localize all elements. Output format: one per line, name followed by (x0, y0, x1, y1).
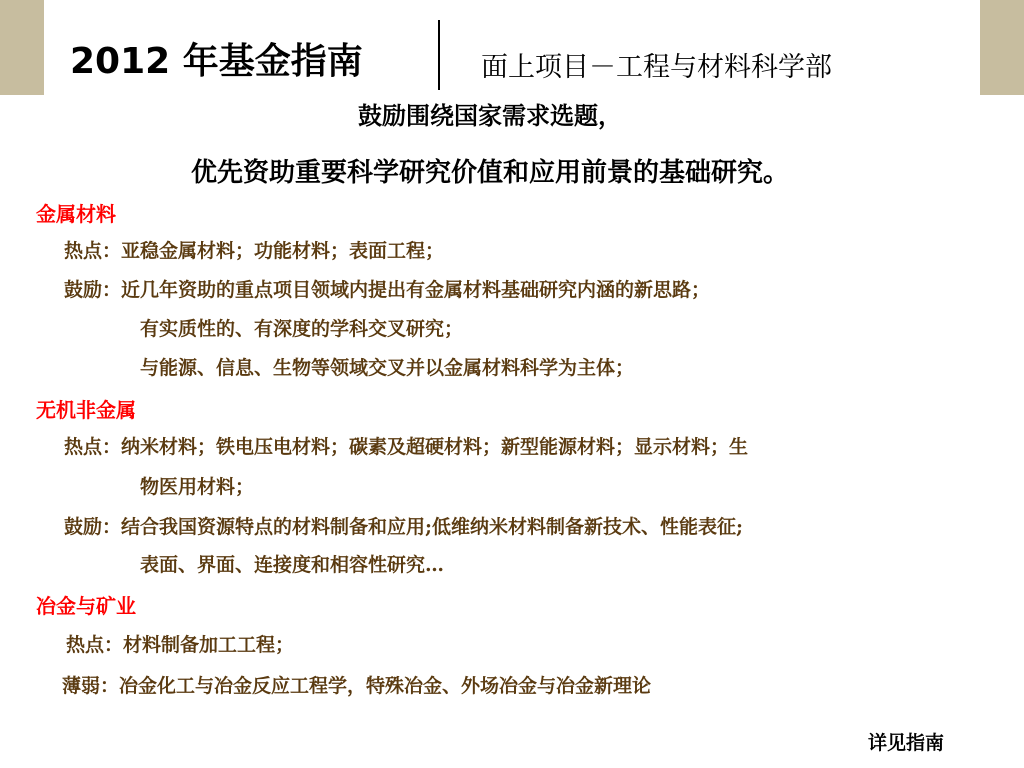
section-line: 薄弱：冶金化工与冶金反应工程学，特殊冶金、外场冶金与冶金新理论 (62, 675, 652, 697)
page-subtitle: 面上项目－工程与材料科学部 (481, 52, 832, 83)
section-line: 与能源、信息、生物等领域交叉并以金属材料科学为主体； (140, 357, 635, 379)
section-line: 表面、界面、连接度和相容性研究… (140, 554, 445, 576)
section-heading-metal: 金属材料 (36, 202, 116, 226)
footer-note: 详见指南 (868, 732, 945, 754)
section-line: 热点：纳米材料；铁电压电材料；碳素及超硬材料；新型能源材料；显示材料；生 (64, 436, 749, 458)
section-line: 热点：亚稳金属材料；功能材料；表面工程； (64, 240, 445, 262)
section-line: 热点：材料制备加工工程； (66, 634, 295, 656)
section-line: 有实质性的、有深度的学科交叉研究； (140, 318, 464, 340)
section-heading-metallurgy: 冶金与矿业 (36, 594, 136, 618)
section-line: 鼓励：近几年资助的重点项目领域内提出有金属材料基础研究内涵的新思路； (64, 279, 711, 301)
intro-line-2: 优先资助重要科学研究价值和应用前景的基础研究。 (190, 158, 789, 188)
section-heading-inorganic: 无机非金属 (36, 398, 136, 422)
page-title: 2012 年基金指南 (70, 41, 363, 82)
section-line: 鼓励：结合我国资源特点的材料制备和应用;低维纳米材料制备新技术、性能表征; (64, 516, 744, 538)
intro-line-1: 鼓励围绕国家需求选题， (358, 101, 622, 130)
section-line: 物医用材料； (140, 476, 255, 498)
